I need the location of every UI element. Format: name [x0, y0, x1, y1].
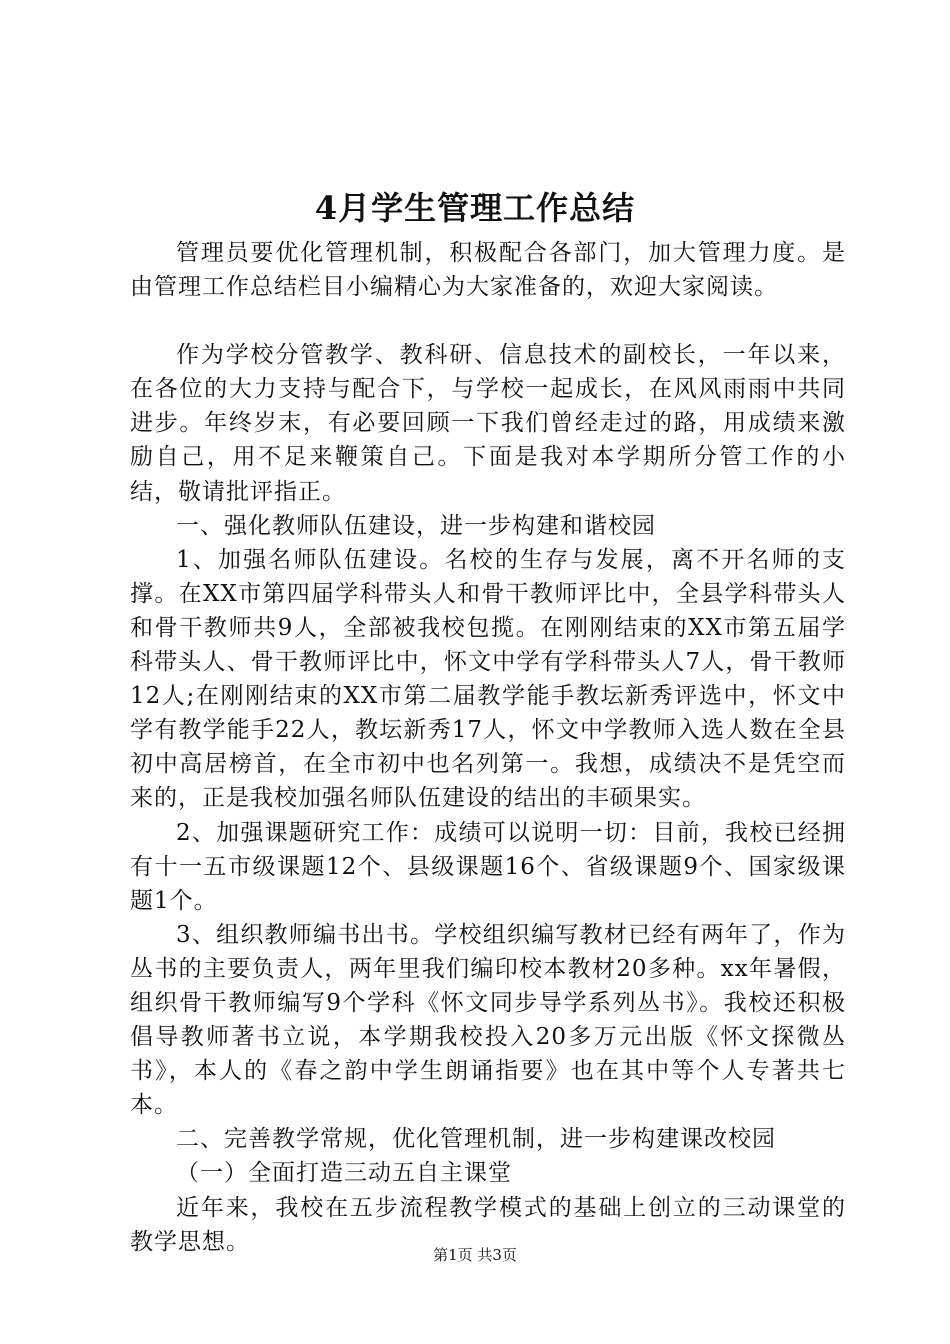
section-heading: 二、完善教学常规，优化管理机制，进一步构建课改校园: [176, 1126, 776, 1153]
body-paragraph: 3、组织教师编书出书。学校组织编写教材已经有两年了，作为丛书的主要负责人，两年里我们编印校本教材20多种。xx年暑假，组织骨干教师编写9个学科《怀文同步导学系列丛书》。我校还积极倡导教师著书立说，本学期我校投入20多万元出版《怀文探微丛书》，本人的《春之韵中学生朗诵指要》也在其中等个人专著共七本。: [130, 921, 846, 1119]
body-paragraph: 近年来，我校在五步流程教学模式的基础上创立的三动课堂的教学思想。: [130, 1194, 846, 1255]
body-paragraph: 2、加强课题研究工作：成绩可以说明一切：目前，我校已经拥有十一五市级课题12个、县级课题16个、省级课题9个、国家级课题1个。: [130, 819, 846, 914]
section-heading: 一、强化教师队伍建设，进一步构建和谐校园: [176, 512, 656, 539]
document-body: [130, 236, 846, 1259]
page-number-footer: 第1页 共3页: [433, 1246, 517, 1264]
body-paragraph: 作为学校分管教学、教科研、信息技术的副校长，一年以来，在各位的大力支持与配合下，与学校一起成长，在风风雨雨中共同进步。年终岁末，有必要回顾一下我们曾经走过的路，用成绩来激励自己，用不足来鞭策自己。下面是我对本学期所分管工作的小结，敬请批评指正。: [130, 342, 846, 505]
subsection-heading: （一）全面打造三动五自主课堂: [176, 1160, 512, 1187]
body-paragraph: 1、加强名师队伍建设。名校的生存与发展，离不开名师的支撑。在XX市第四届学科带头人和骨干教师评比中，全县学科带头人和骨干教师共9人，全部被我校包揽。在刚刚结束的XX市第五届学科带头人、骨干教师评比中，怀文中学有学科带头人7人，骨干教师12人;在刚刚结束的XX市第二届教学能手教坛新秀评选中，怀文中学有教学能手22人，教坛新秀17人，怀文中学教师入选人数在全县初中高居榜首，在全市初中也名列第一。我想，成绩决不是凭空而来的，正是我校加强名师队伍建设的结出的丰硕果实。: [130, 546, 846, 812]
intro-paragraph: 管理员要优化管理机制，积极配合各部门，加大管理力度。是由管理工作总结栏目小编精心为大家准备的，欢迎大家阅读。: [130, 240, 846, 301]
document-title: 4月学生管理工作总结: [314, 189, 636, 227]
